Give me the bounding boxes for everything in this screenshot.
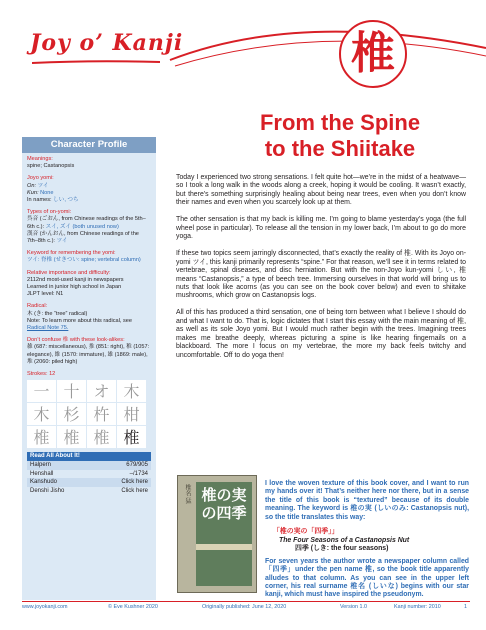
joyo-yomi-section bbox=[27, 175, 151, 204]
logo-underline bbox=[32, 60, 160, 65]
radical-label: Radical: bbox=[27, 303, 48, 310]
meanings-label: Meanings: bbox=[27, 156, 53, 162]
table-row bbox=[27, 478, 151, 487]
stroke-step: 柑 bbox=[117, 403, 146, 425]
reference-name: Henshall bbox=[30, 470, 54, 477]
names-value: しい, つち bbox=[53, 197, 79, 204]
book-commentary bbox=[265, 480, 469, 606]
radical-note: Note: To learn more about this radical, see bbox=[27, 317, 132, 324]
sidebar-header: Character Profile bbox=[22, 137, 156, 153]
importance-section bbox=[27, 270, 151, 299]
stroke-order-grid bbox=[27, 380, 151, 448]
stroke-step: 木 bbox=[117, 380, 146, 402]
kun-label: Kun: bbox=[27, 189, 39, 196]
types-2: 漢音 (かんおん, from Chinese readings of the 7th–8th c.): bbox=[27, 230, 139, 245]
importance-3: JLPT level: N1 bbox=[27, 291, 64, 298]
featured-kanji: 椎 bbox=[351, 28, 395, 79]
meanings-value: spine; Castanopsis bbox=[27, 163, 75, 170]
footer-page-number: 1 bbox=[464, 604, 467, 610]
types-1-value: スイ, ズイ (both unused now) bbox=[45, 223, 119, 230]
confuse-section bbox=[27, 337, 151, 366]
featured-kanji-badge bbox=[339, 20, 407, 88]
paragraph: All of this has produced a third sensation, one of being torn between what I believe I should do and what I want to do. That is, logic dictates that I start this essay with the main meaning of 椎, as well as its sole Joyo yomi. But I would much rather begin with the trees. Imagining trees makes me breathe deeply, whereas picturing a spine is like hearing fingernails on a blackboard. The more I focus on my vertebrae, the more my back feels twitchy and uncomfortable. Off to do yoga then! bbox=[176, 309, 466, 359]
footer-site-link[interactable]: www.joyokanji.com bbox=[22, 604, 68, 610]
types-1: 呉音 (ごおん, from Chinese readings of the 5th–6th c.): bbox=[27, 216, 146, 230]
book-title-jp: 「椎の実の「四季」」 bbox=[273, 528, 339, 536]
reference-value: 679/905 bbox=[96, 461, 152, 470]
footer-rule bbox=[22, 601, 470, 602]
joy-o-kanji-logo[interactable] bbox=[30, 30, 184, 70]
stroke-step-final: 椎 bbox=[117, 426, 146, 448]
book-title-block bbox=[273, 528, 469, 553]
book-paragraph: I love the woven texture of this book cover, and I want to run my hands over it! That’s neither here nor there, but in a sense the title of this book is “textured” because of its double meaning. The keyword is 椎の実 (しいのみ: Castanopsis nut), so the title translates this way: bbox=[265, 480, 469, 521]
cover-author: 椎名 猛 bbox=[184, 484, 191, 504]
book-paragraph: For seven years the author wrote a newspaper column called「四季」under the pen name 椎, so the book title apparently alludes to that column. As you can see in the upper left corner, his real surname 椎名 (しいな) begins with our star kanji, which must have inspired the pseudonym. bbox=[265, 557, 469, 599]
paragraph: If these two topics seem jarringly disconnected, that’s exactly the reality of 椎. With its Joyo on-yomi ツイ, this kanji primarily represents “spine.” For that reason, we’ll see it in terms related to vertebrae, spinal diseases, and disc herniation. But with the non-Joyo kun-yomi しい, 椎 means “Castanopsis,” a type of beech tree. Immersing ourselves in that world will bring us to nuts that look like acorns (as you can see on the book cover below) and even to shiitake mushrooms, which grow on Castanopsis logs. bbox=[176, 250, 466, 300]
footer-published: Originally published: June 12, 2020 bbox=[202, 604, 287, 610]
footer-version: Version 1.0 bbox=[340, 604, 367, 610]
denshi-jisho-link[interactable]: Click here bbox=[121, 487, 148, 494]
strokes-label: Strokes: 12 bbox=[27, 371, 56, 378]
book-title-en: The Four Seasons of a Castanopsis Nut bbox=[279, 536, 410, 544]
importance-label: Relative importance and difficulty: bbox=[27, 269, 111, 276]
stroke-step: 椎 bbox=[27, 426, 56, 448]
on-value: ツイ bbox=[37, 182, 49, 189]
page-title bbox=[200, 110, 480, 162]
reference-name: Halpern bbox=[27, 461, 96, 470]
radical-value: 木 (き: the “tree” radical) bbox=[27, 310, 88, 317]
stroke-step: 椎 bbox=[57, 426, 86, 448]
importance-1: 2112nd most-used kanji in newspapers bbox=[27, 276, 124, 283]
paragraph: Today I experienced two strong sensations. I felt quite hot—we’re in the midst of a heatwave—so I took a long walk in the woods along a creek, hoping it would be cooling. It wasn’t exactly, but there’s something surprisingly healing about being near trees, even when you don’t know their names and even when you scarcely look up at them. bbox=[176, 174, 466, 207]
footer-copyright: © Eve Kushner 2020 bbox=[108, 604, 158, 610]
keyword-label: Keyword for remembering the yomi: bbox=[27, 250, 116, 257]
cover-title: 椎の実の四季 bbox=[201, 486, 247, 522]
radical-note-link[interactable]: Radical Note 75. bbox=[27, 325, 69, 332]
radical-section bbox=[27, 303, 151, 332]
reference-value: –/1734 bbox=[129, 470, 148, 477]
book-title-note: 四季 (しき: the four seasons) bbox=[295, 545, 389, 553]
article-body bbox=[176, 174, 466, 369]
stroke-step: 椎 bbox=[87, 426, 116, 448]
character-profile-sidebar bbox=[22, 137, 156, 600]
cover-band bbox=[196, 544, 252, 550]
book-cover-image bbox=[177, 475, 257, 593]
stroke-step: 十 bbox=[57, 380, 86, 402]
importance-2: Learned in junior high school in Japan bbox=[27, 284, 122, 291]
stroke-step: オ bbox=[87, 380, 116, 402]
logo-text: Joy o’ Kanji bbox=[30, 30, 184, 56]
references-table bbox=[27, 461, 151, 495]
stroke-step: 杵 bbox=[87, 403, 116, 425]
paragraph: The other sensation is that my back is killing me. I’m going to blame yesterday’s yoga (the full wheel pose in particular). To release all the tension in my lower back, I’m about to go do more yoga. bbox=[176, 216, 466, 241]
stroke-step: 杉 bbox=[57, 403, 86, 425]
keyword-section bbox=[27, 250, 151, 264]
on-label: On: bbox=[27, 182, 37, 189]
stroke-step: 木 bbox=[27, 403, 56, 425]
types-2-value: ツイ bbox=[56, 238, 68, 245]
read-all-about-it-header: Read All About It! bbox=[27, 452, 151, 461]
keyword-value: ツイ: 脊椎 (せきつい: spine; vertebral column) bbox=[27, 257, 141, 264]
kun-value: None bbox=[40, 189, 54, 196]
title-line-1: From the Spine bbox=[259, 110, 421, 135]
types-section bbox=[27, 209, 151, 245]
footer-kanji-number: Kanji number: 2010 bbox=[394, 604, 441, 610]
table-row bbox=[27, 461, 151, 470]
names-label: In names: bbox=[27, 197, 52, 204]
reference-name: Kanshudo bbox=[27, 478, 96, 487]
title-line-2: to the Shiitake bbox=[264, 136, 416, 161]
stroke-step: 一 bbox=[27, 380, 56, 402]
confuse-label: Don’t confuse 椎 with these look-alikes: bbox=[27, 337, 125, 344]
joyo-label: Joyo yomi: bbox=[27, 175, 54, 182]
reference-name: Denshi Jisho bbox=[30, 487, 65, 494]
table-row bbox=[27, 470, 151, 479]
confuse-value: 雑 (687: miscellaneous), 推 (851: right), 稚 (1057: elegance), 維 (1570: immature), 雄 (1869: male), 堆 (2060: piled high) bbox=[27, 344, 150, 365]
types-label: Types of on-yomi: bbox=[27, 209, 72, 216]
meanings-section bbox=[27, 156, 151, 170]
table-row bbox=[27, 487, 151, 496]
kanshudo-link[interactable]: Click here bbox=[96, 478, 152, 487]
